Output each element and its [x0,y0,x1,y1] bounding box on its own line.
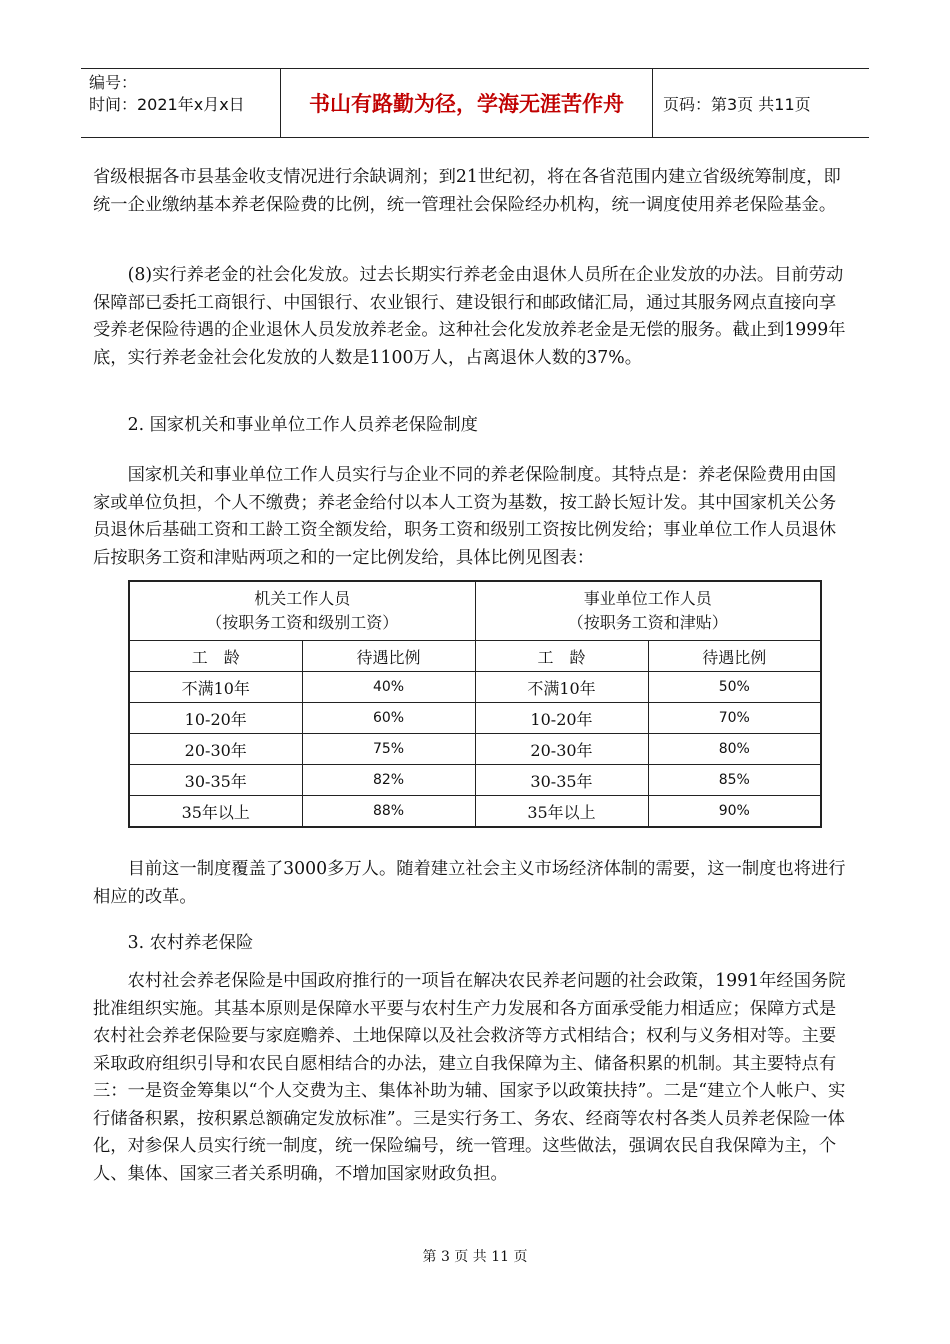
public-ratio-cell: 80% [648,734,821,765]
paragraph-1: 省级根据各市县基金收支情况进行余缺调剂；到21世纪初，将在各省范围内建立省级统筹制度，即统一企业缴纳基本养老保险费的比例，统一管理社会保险经办机构，统一调度使用养老保险基金。 [93,167,841,215]
age-cell: 10-20年 [129,703,302,734]
public-ratio-cell: 85% [648,765,821,796]
retirement-ratio-table [128,580,822,828]
page-footer: 第 3 页 共 11 页 [422,1249,528,1265]
public-ratio-cell: 70% [648,703,821,734]
col-ratio-public: 待遇比例 [648,641,821,672]
page-header [81,68,869,138]
gov-ratio-cell: 60% [302,703,475,734]
header-page-info: 页码：第3页 共11页 [663,94,811,114]
table-row [129,765,821,796]
table-row [129,672,821,703]
group-header-public: 事业单位工作人员 （按职务工资和津贴） [475,581,821,641]
public-ratio-cell: 90% [648,796,821,828]
header-meta [81,69,281,137]
age-cell: 不满10年 [475,672,648,703]
age-cell: 30-35年 [129,765,302,796]
age-cell: 20-30年 [129,734,302,765]
col-ratio-gov: 待遇比例 [302,641,475,672]
age-cell: 20-30年 [475,734,648,765]
table-group-header [129,581,821,641]
header-motto: 书山有路勤为径，学海无涯苦作舟 [281,69,653,137]
age-cell: 35年以上 [129,796,302,828]
col-age-gov: 工 龄 [129,641,302,672]
age-cell: 35年以上 [475,796,648,828]
age-cell: 30-35年 [475,765,648,796]
paragraph-2: (8)实行养老金的社会化发放。过去长期实行养老金由退休人员所在企业发放的办法。目前劳动保障部已委托工商银行、中国银行、农业银行、建设银行和邮政储汇局，通过其服务网点直接向享受养老保险待遇的企业退休人员发放养老金。这种社会化发放养老金是无偿的服务。截止到1999年底，实行养老金社会化发放的人数是1100万人，占离退休人数的37%。 [93,265,846,368]
table-row [129,734,821,765]
paragraph-4: 目前这一制度覆盖了3000多万人。随着建立社会主义市场经济体制的需要，这一制度也将进行相应的改革。 [93,859,846,907]
group-header-gov: 机关工作人员 （按职务工资和级别工资） [129,581,475,641]
paragraph-3: 国家机关和事业单位工作人员实行与企业不同的养老保险制度。其特点是：养老保险费用由国家或单位负担，个人不缴费；养老金给付以本人工资为基数，按工龄长短计发。其中国家机关公务员退休后基础工资和工龄工资全额发给，职务工资和级别工资按比例发给；事业单位工作人员退休后按职务工资和津贴两项之和的一定比例发给，具体比例见图表： [93,465,837,568]
col-age-public: 工 龄 [475,641,648,672]
table-column-header [129,641,821,672]
age-cell: 不满10年 [129,672,302,703]
gov-ratio-cell: 40% [302,672,475,703]
paragraph-5: 农村社会养老保险是中国政府推行的一项旨在解决农民养老问题的社会政策，1991年经国务院批准组织实施。其基本原则是保障水平要与农村生产力发展和各方面承受能力相适应；保障方式是农村社会养老保险要与家庭赡养、土地保障以及社会救济等方式相结合；权利与义务相对等。主要采取政府组织引导和农民自愿相结合的办法，建立自我保障为主、储备积累的机制。其主要特点有三：一是资金筹集以“个人交费为主、集体补助为辅、国家予以政策扶持”。二是“建立个人帐户、实行储备积累，按积累总额确定发放标准”。三是实行务工、务农、经商等农村各类人员养老保险一体化，对参保人员实行统一制度，统一保险编号，统一管理。这些做法，强调农民自我保障为主，个人、集体、国家三者关系明确，不增加国家财政负担。 [93,971,846,1184]
gov-ratio-cell: 88% [302,796,475,828]
table-row [129,796,821,828]
public-ratio-cell: 50% [648,672,821,703]
gov-ratio-cell: 75% [302,734,475,765]
age-cell: 10-20年 [475,703,648,734]
number-label: 编号： [89,73,138,92]
section-heading-3: 3. 农村养老保险 [127,933,254,953]
section-heading-2: 2. 国家机关和事业单位工作人员养老保险制度 [127,415,478,435]
date-label: 时间：2021年x月x日 [89,95,245,114]
table-row [129,703,821,734]
gov-ratio-cell: 82% [302,765,475,796]
